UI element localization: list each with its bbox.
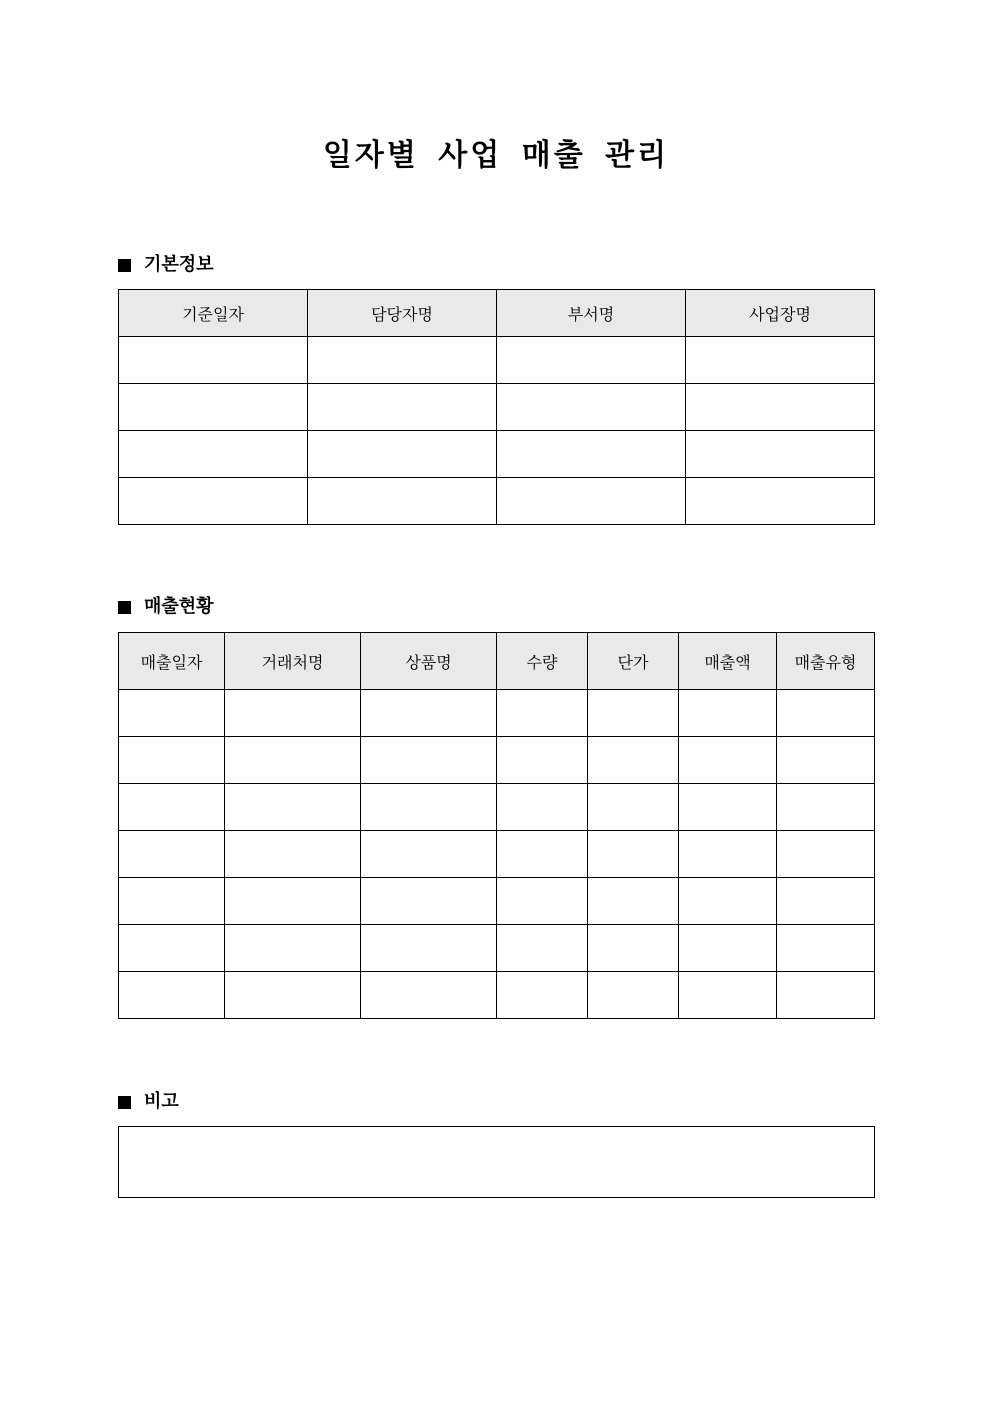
table-cell[interactable] bbox=[361, 878, 497, 925]
table-cell[interactable] bbox=[588, 690, 679, 737]
table-cell[interactable] bbox=[497, 337, 686, 384]
table-row bbox=[119, 784, 875, 831]
square-bullet-icon bbox=[118, 259, 131, 272]
table-cell[interactable] bbox=[119, 478, 308, 525]
table-cell[interactable] bbox=[308, 478, 497, 525]
table-cell[interactable] bbox=[119, 831, 225, 878]
section-heading-basic-info bbox=[118, 253, 214, 277]
column-header-sales-date: 매출일자 bbox=[119, 633, 225, 690]
table-cell[interactable] bbox=[497, 878, 588, 925]
column-header-sales-amount: 매출액 bbox=[679, 633, 777, 690]
column-header-business-site: 사업장명 bbox=[686, 290, 875, 337]
table-cell[interactable] bbox=[308, 431, 497, 478]
table-row bbox=[119, 972, 875, 1019]
column-header-base-date: 기준일자 bbox=[119, 290, 308, 337]
section-heading-label: 기본정보 bbox=[144, 254, 214, 275]
table-cell[interactable] bbox=[679, 878, 777, 925]
table-row bbox=[119, 925, 875, 972]
table-cell[interactable] bbox=[679, 737, 777, 784]
table-cell[interactable] bbox=[777, 878, 875, 925]
square-bullet-icon bbox=[118, 1096, 131, 1109]
table-cell[interactable] bbox=[361, 737, 497, 784]
table-cell[interactable] bbox=[361, 972, 497, 1019]
table-cell[interactable] bbox=[119, 431, 308, 478]
table-cell[interactable] bbox=[588, 972, 679, 1019]
table-cell[interactable] bbox=[679, 925, 777, 972]
table-row bbox=[119, 878, 875, 925]
table-cell[interactable] bbox=[679, 972, 777, 1019]
table-cell[interactable] bbox=[225, 737, 361, 784]
column-header-product-name: 상품명 bbox=[361, 633, 497, 690]
table-cell[interactable] bbox=[361, 690, 497, 737]
table-cell[interactable] bbox=[497, 972, 588, 1019]
table-cell[interactable] bbox=[497, 431, 686, 478]
table-cell[interactable] bbox=[588, 925, 679, 972]
table-row bbox=[119, 337, 875, 384]
table-cell[interactable] bbox=[679, 784, 777, 831]
table-cell[interactable] bbox=[225, 972, 361, 1019]
column-header-manager-name: 담당자명 bbox=[308, 290, 497, 337]
basic-info-table bbox=[118, 289, 875, 525]
table-cell[interactable] bbox=[119, 737, 225, 784]
table-cell[interactable] bbox=[119, 925, 225, 972]
table-cell[interactable] bbox=[361, 831, 497, 878]
table-cell[interactable] bbox=[361, 925, 497, 972]
column-header-department: 부서명 bbox=[497, 290, 686, 337]
table-header-row bbox=[119, 290, 875, 337]
table-cell[interactable] bbox=[679, 690, 777, 737]
table-cell[interactable] bbox=[225, 784, 361, 831]
table-cell[interactable] bbox=[588, 784, 679, 831]
table-cell[interactable] bbox=[686, 384, 875, 431]
table-cell[interactable] bbox=[119, 784, 225, 831]
remarks-box[interactable] bbox=[118, 1126, 875, 1198]
table-cell[interactable] bbox=[497, 784, 588, 831]
section-heading-sales-status bbox=[118, 595, 214, 619]
table-cell[interactable] bbox=[225, 831, 361, 878]
table-cell[interactable] bbox=[588, 878, 679, 925]
table-cell[interactable] bbox=[225, 690, 361, 737]
table-cell[interactable] bbox=[777, 737, 875, 784]
table-cell[interactable] bbox=[777, 925, 875, 972]
table-cell[interactable] bbox=[679, 831, 777, 878]
table-cell[interactable] bbox=[686, 478, 875, 525]
table-cell[interactable] bbox=[777, 784, 875, 831]
table-cell[interactable] bbox=[497, 478, 686, 525]
table-cell[interactable] bbox=[777, 690, 875, 737]
table-row bbox=[119, 431, 875, 478]
table-cell[interactable] bbox=[497, 690, 588, 737]
square-bullet-icon bbox=[118, 601, 131, 614]
table-row bbox=[119, 478, 875, 525]
table-cell[interactable] bbox=[225, 925, 361, 972]
sales-status-table bbox=[118, 632, 875, 1019]
table-cell[interactable] bbox=[308, 384, 497, 431]
table-row bbox=[119, 737, 875, 784]
table-cell[interactable] bbox=[588, 831, 679, 878]
table-cell[interactable] bbox=[588, 737, 679, 784]
table-cell[interactable] bbox=[308, 337, 497, 384]
table-cell[interactable] bbox=[497, 925, 588, 972]
table-cell[interactable] bbox=[777, 972, 875, 1019]
table-row bbox=[119, 831, 875, 878]
column-header-unit-price: 단가 bbox=[588, 633, 679, 690]
table-cell[interactable] bbox=[686, 431, 875, 478]
table-cell[interactable] bbox=[119, 972, 225, 1019]
column-header-sales-type: 매출유형 bbox=[777, 633, 875, 690]
table-cell[interactable] bbox=[119, 384, 308, 431]
table-cell[interactable] bbox=[225, 878, 361, 925]
table-cell[interactable] bbox=[497, 737, 588, 784]
section-heading-label: 비고 bbox=[144, 1091, 179, 1112]
table-row bbox=[119, 690, 875, 737]
table-row bbox=[119, 384, 875, 431]
table-cell[interactable] bbox=[119, 690, 225, 737]
table-cell[interactable] bbox=[497, 384, 686, 431]
page-title: 일자별 사업 매출 관리 bbox=[322, 138, 670, 173]
table-cell[interactable] bbox=[497, 831, 588, 878]
section-heading-remarks bbox=[118, 1090, 179, 1114]
table-cell[interactable] bbox=[119, 337, 308, 384]
table-cell[interactable] bbox=[777, 831, 875, 878]
column-header-quantity: 수량 bbox=[497, 633, 588, 690]
table-header-row bbox=[119, 633, 875, 690]
table-cell[interactable] bbox=[686, 337, 875, 384]
table-cell[interactable] bbox=[119, 878, 225, 925]
section-heading-label: 매출현황 bbox=[144, 596, 214, 617]
column-header-client-name: 거래처명 bbox=[225, 633, 361, 690]
table-cell[interactable] bbox=[361, 784, 497, 831]
